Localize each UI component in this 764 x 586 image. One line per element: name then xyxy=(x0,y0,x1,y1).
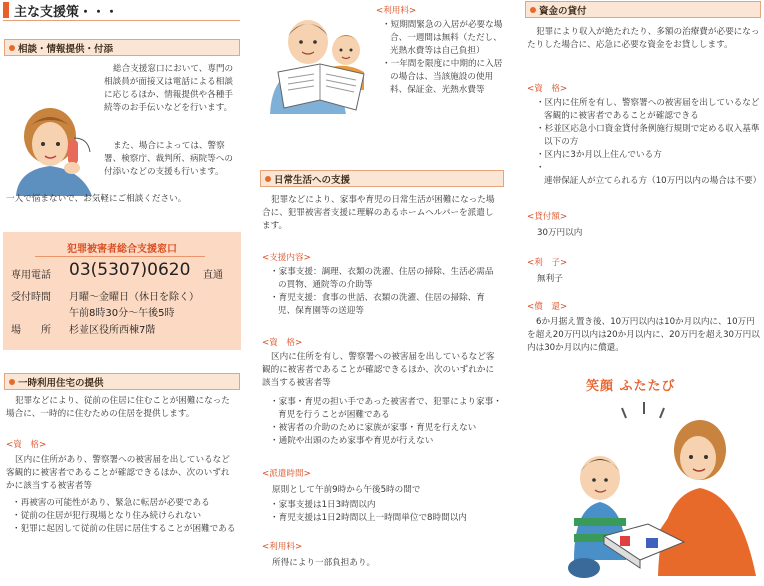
daily-text: 犯罪などにより、家事や育児の日常生活が困難になった場合に、犯罪被害者支援に理解のあるホームヘルパーを派遣します。 xyxy=(262,195,495,231)
daily-content-heading: <支援内容> xyxy=(262,253,311,263)
daily-qual-heading: <資 格> xyxy=(262,338,303,348)
family-reading-illustration xyxy=(268,14,372,114)
daily-header: 日常生活への支援 xyxy=(260,170,504,187)
loan-header: 資金の貸付 xyxy=(525,1,761,18)
slogan: 笑顔 ふたたび xyxy=(586,379,676,394)
page-title: 主な支援策・・・ xyxy=(14,5,119,20)
list-item: ・ 育児支援：食事の世話、衣類の洗濯、住居の掃除、育児、保育園等の送迎等 xyxy=(268,292,502,318)
housing-qual-list xyxy=(10,497,238,536)
daily-time-heading: <派遣時間> xyxy=(262,469,311,479)
list-item: ・ 通院や出頭のため家事や育児が行えない xyxy=(268,435,502,448)
bullet-icon xyxy=(9,379,15,385)
housing-qual-heading: <資 格> xyxy=(6,440,47,450)
title-underline xyxy=(3,20,240,21)
list-item: ・ 連帯保証人が立てられる方（10万円以内の場合は不要） xyxy=(534,162,761,188)
daily-time-list xyxy=(268,499,502,525)
list-item: ・ 従前の住居が犯行現場となり住み続けられない xyxy=(10,510,238,523)
daily-qual-text: 区内に住所を有し、警察署への被害届を出しているなど客観的に被害者であることが確認できるほか、次のいずれかに該当する被害者等 xyxy=(262,352,495,388)
list-item: ・ 一年間を限度に中期的に入居の場合は、当該施設の使用料、保証金、光熱水費等 xyxy=(380,58,504,97)
housing-fee-list xyxy=(380,19,504,97)
housing-text: 犯罪などにより、従前の住居に住むことが困難になった場合に、一時的に住むための住居を提供します。 xyxy=(6,396,230,419)
list-item: ・ 被害者の介助のために家族が家事・育児を行えない xyxy=(268,422,502,435)
loan-qual-list xyxy=(534,97,761,188)
daily-qual-list xyxy=(268,396,502,448)
phone-number[interactable]: 03(5307)0620 xyxy=(69,260,191,280)
daily-fee-heading: <利用料> xyxy=(262,542,303,552)
loan-interest-heading: <利 子> xyxy=(527,258,568,268)
loan-interest-value: 無利子 xyxy=(537,274,563,284)
bullet-icon xyxy=(265,176,271,182)
hours-time: 午前8時30分～午後5時 xyxy=(69,308,175,319)
list-item: ・ 区内に住所を有し、警察署への被害届を出しているなど客観的に被害者であることが確認できる xyxy=(534,97,761,123)
list-item: ・ 区内に3か月以上住んでいる方 xyxy=(534,149,761,162)
phone-label: 専用電話 xyxy=(11,270,51,281)
list-item: ・ 再被害の可能性があり、緊急に転居が必要である xyxy=(10,497,238,510)
list-item: ・ 家事支援は1日3時間以内 xyxy=(268,499,502,512)
support-window-title: 犯罪被害者総合支援窓口 xyxy=(67,244,177,255)
housing-header: 一時利用住宅の提供 xyxy=(4,373,240,390)
daily-time-text: 原則として午前9時から午後5時の間で xyxy=(272,485,421,495)
consult-text-1: 総合支援窓口において、専門の相談員が面接又は電話による相談に応じるほか、情報提供や各種手続等のお手伝いなどを行います。 xyxy=(104,64,234,113)
loan-amount-value: 30万円以内 xyxy=(537,228,583,238)
loan-qual-heading: <資 格> xyxy=(527,84,568,94)
hours-days: 月曜～金曜日（休日を除く） xyxy=(69,292,199,303)
place-value: 杉並区役所西棟7階 xyxy=(69,325,156,336)
place-label: 場 所 xyxy=(11,325,51,336)
loan-text: 犯罪により収入が絶たれたり、多額の治療費が必要になったりした場合に、応急に必要な資金をお貸しします。 xyxy=(527,27,760,50)
list-item: ・ 杉並区応急小口資金貸付条例施行規則で定める収入基準以下の方 xyxy=(534,123,761,149)
loan-repay-heading: <償 還> xyxy=(527,302,568,312)
list-item: ・ 家事支援：調理、衣類の洗濯、住居の掃除、生活必需品の買物、通院等の介助等 xyxy=(268,266,502,292)
daily-content-list xyxy=(268,266,502,318)
list-item: ・ 育児支援は1日2時間以上一時間単位で8時間以内 xyxy=(268,512,502,525)
title-marker xyxy=(3,2,9,18)
hours-label: 受付時間 xyxy=(11,292,51,303)
list-item: ・ 短期間緊急の入居が必要な場合、一週間は無料（ただし、光熱水費等は自己負担） xyxy=(380,19,504,58)
phone-woman-illustration xyxy=(8,100,100,196)
bullet-icon xyxy=(530,7,536,13)
mother-child-illustration xyxy=(560,400,760,582)
consult-text-2: また、場合によっては、警察署、検察庁、裁判所、病院等への付添いなどの支援も行います。 xyxy=(104,141,233,177)
list-item: ・ 犯罪に起因して従前の住居に居住することが困難である xyxy=(10,523,238,536)
loan-amount-heading: <貸付額> xyxy=(527,212,568,222)
consult-header: 相談・情報提供・付添 xyxy=(4,39,240,56)
daily-fee-text: 所得により一部負担あり。 xyxy=(272,558,376,568)
loan-repay-text: 6か月据え置き後、10万円以内は10か月以内に、10万円を超え20万円以内は20か月以内に、20万円を超え30万円以内は30か月以内に償還。 xyxy=(527,317,760,353)
bullet-icon xyxy=(9,45,15,51)
housing-fee-heading: <利用料> xyxy=(376,6,417,16)
housing-qual-text: 区内に住所があり、警察署への被害届を出しているなど客観的に被害者であることが確認できるほか、次のいずれかに該当する被害者等 xyxy=(6,455,230,491)
list-item: ・ 家事・育児の担い手であった被害者で、犯罪により家事・育児を行うことが困難である xyxy=(268,396,502,422)
support-window-rule xyxy=(35,256,205,257)
phone-note: 直通 xyxy=(203,270,223,281)
consult-text-3: 一人で悩まないで、お気軽にご相談ください。 xyxy=(6,194,187,204)
